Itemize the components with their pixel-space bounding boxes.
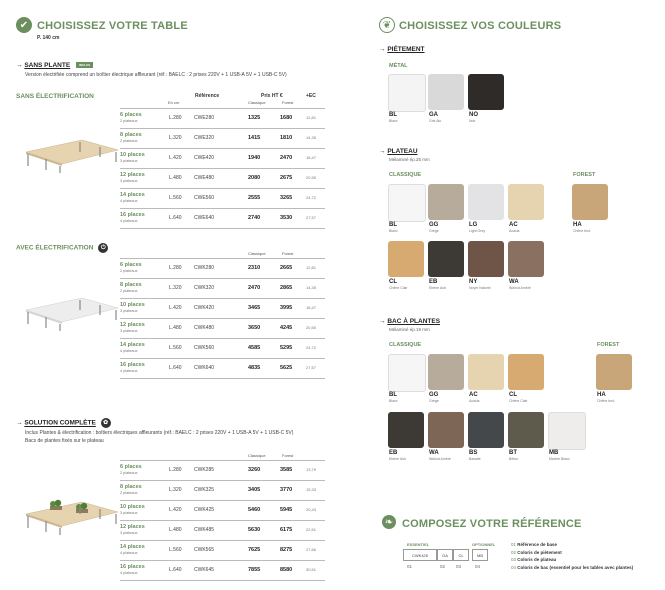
ref-box-bac: MB bbox=[472, 549, 488, 561]
sans-plante-desc: Version électrifiée comprend un boîtier électrique affleurant (réf.: BAELC : 2 prises 220V + 1 USB-A 5V + 1 USB-C 5V) bbox=[25, 72, 287, 78]
table-illustration-avec-elec bbox=[22, 296, 120, 332]
ref-num: 01 bbox=[407, 564, 413, 569]
swatch-code: CL bbox=[389, 279, 397, 285]
swatch-name: Béton bbox=[509, 457, 519, 461]
prix-header: Prix HT € bbox=[261, 93, 283, 99]
sans-plante-section bbox=[16, 62, 93, 69]
table-row: 10 places 3 plateaux L.420 CWK425 5460 5945 20,43 bbox=[120, 500, 325, 520]
avec-elec-title: AVEC ÉLECTRIFICATION ⏻ bbox=[16, 243, 108, 253]
bac-sub: Mélaminé ép.19 mm bbox=[389, 327, 430, 332]
swatch-name: Basalte bbox=[469, 457, 481, 461]
inclus-badge: INCLUS bbox=[76, 62, 93, 68]
bac-section: → BAC À PLANTES bbox=[379, 318, 441, 325]
table-row: 14 places 4 plateaux L.560 CWE560 2555 3265 24,72 bbox=[120, 188, 325, 208]
ref-num: 04 bbox=[475, 564, 481, 569]
swatch-code: EB bbox=[429, 279, 438, 285]
swatch-name: Noyer Naturel bbox=[469, 286, 491, 290]
arrow-icon: → bbox=[379, 46, 386, 53]
table-row: 12 places 3 plateaux L.480 CWK485 5630 6175 22,51 bbox=[120, 520, 325, 540]
swatch-name: Chêne Clair bbox=[509, 399, 528, 403]
plateau-forest-label: FOREST bbox=[573, 172, 596, 178]
bac-forest-label: FOREST bbox=[597, 342, 620, 348]
table-row: 10 places 3 plateaux L.420 CWE420 1940 2470 18,47 bbox=[120, 148, 325, 168]
swatch-code: BT bbox=[509, 450, 517, 456]
table-row: 14 places 4 plateaux L.560 CWK565 7625 8275 27,66 bbox=[120, 540, 325, 560]
swatch-code: BS bbox=[469, 450, 478, 456]
swatch-name: Gris Alu bbox=[429, 119, 442, 123]
swatch-code: WA bbox=[509, 279, 519, 285]
swatch-name: Chêne brut bbox=[573, 229, 591, 233]
swatch-plateau-ha[interactable] bbox=[572, 184, 608, 220]
swatch-plateau-lg[interactable] bbox=[468, 184, 504, 220]
swatch-name: Blanc bbox=[389, 119, 398, 123]
swatch-code: CL bbox=[509, 392, 517, 398]
table-row: 8 places 2 plateaux L.320 CWE320 1415 1810 14,35 bbox=[120, 128, 325, 148]
compose-title: COMPOSEZ VOTRE RÉFÉRENCE bbox=[402, 518, 582, 530]
colors-title: CHOISISSEZ VOS COULEURS bbox=[399, 20, 562, 32]
swatch-bac-ac[interactable] bbox=[468, 354, 504, 390]
swatch-bac-bs[interactable] bbox=[468, 412, 504, 448]
plateau-sub: Mélaminé ép.25 mm bbox=[389, 157, 430, 162]
ref-box-plateau: CL bbox=[453, 549, 469, 561]
legend-item: 04 Coloris de bac (essentiel pour les tables avec plantes) bbox=[511, 564, 634, 570]
plant-icon: ✿ bbox=[101, 418, 111, 428]
swatch-bac-eb[interactable] bbox=[388, 412, 424, 448]
table-row: 16 places 4 plateaux L.640 CWK645 7855 8580 30,51 bbox=[120, 560, 325, 581]
swatch-code: HA bbox=[597, 392, 606, 398]
table-row: 12 places 3 plateaux L.480 CWK480 3650 4245 20,55 bbox=[120, 318, 325, 338]
swatch-name: Grège bbox=[429, 399, 439, 403]
swatch-code: WA bbox=[429, 450, 439, 456]
arrow-icon: → bbox=[16, 419, 23, 427]
swatch-bac-cl[interactable] bbox=[508, 354, 544, 390]
swatch-name: Noir bbox=[469, 119, 476, 123]
swatch-name: Blanc bbox=[389, 229, 398, 233]
plateau-classique-label: CLASSIQUE bbox=[389, 172, 422, 178]
page-title: CHOISISSEZ VOTRE TABLE bbox=[37, 20, 188, 32]
swatch-name: Marbre Blanc bbox=[549, 457, 570, 461]
swatch-bac-ha[interactable] bbox=[596, 354, 632, 390]
legend-item: 03 Coloris de plateau bbox=[511, 557, 557, 562]
swatch-pietement-bl[interactable] bbox=[388, 74, 426, 112]
ref-box-pietement: GA bbox=[437, 549, 453, 561]
swatch-plateau-eb[interactable] bbox=[428, 241, 464, 277]
swatch-name: Ebène Ash bbox=[389, 457, 406, 461]
classique-header-3: Classique bbox=[248, 453, 266, 458]
sans-elec-title: SANS ÉLECTRIFICATION bbox=[16, 93, 94, 100]
swatch-code: BL bbox=[389, 112, 397, 118]
swatch-code: GA bbox=[429, 112, 438, 118]
swatch-bac-bl[interactable] bbox=[388, 354, 426, 392]
swatch-code: BL bbox=[389, 392, 397, 398]
swatch-bac-wa[interactable] bbox=[428, 412, 464, 448]
swatch-name: Walnut Ambré bbox=[509, 286, 531, 290]
table-row: 6 places 2 plateaux L.280 CWK280 2310 2665 12,81 bbox=[120, 258, 325, 278]
swatch-code: AC bbox=[469, 392, 478, 398]
sans-plante-title: SANS PLANTE bbox=[24, 62, 71, 69]
swatch-name: Blanc bbox=[389, 399, 398, 403]
table-avec-elec bbox=[120, 258, 325, 379]
swatch-bac-gg[interactable] bbox=[428, 354, 464, 390]
swatch-code: LG bbox=[469, 222, 478, 228]
table-row: 10 places 3 plateaux L.420 CWK420 3465 3995 18,47 bbox=[120, 298, 325, 318]
table-row: 6 places 2 plateaux L.280 CWK285 3260 3585 13,79 bbox=[120, 460, 325, 480]
solution-desc-2: Bacs de plantes fixés sur le plateau bbox=[25, 438, 104, 444]
forest-header: Forest bbox=[282, 100, 294, 105]
table-row: 16 places 4 plateaux L.640 CWE640 2740 3530 27,57 bbox=[120, 208, 325, 229]
table-row: 14 places 4 plateaux L.560 CWK560 4585 5295 24,72 bbox=[120, 338, 325, 358]
swatch-name: Light Grey bbox=[469, 229, 486, 233]
swatch-code: GG bbox=[429, 392, 439, 398]
arrow-icon: → bbox=[379, 318, 386, 325]
swatch-pietement-no[interactable] bbox=[468, 74, 504, 110]
ref-box-base: CWK425 bbox=[403, 549, 437, 561]
table-row: 8 places 2 plateaux L.320 CWK325 3405 3770 15,33 bbox=[120, 480, 325, 500]
swatch-name: Grège bbox=[429, 229, 439, 233]
forest-header-2: Forest bbox=[282, 251, 294, 256]
swatch-plateau-cl[interactable] bbox=[388, 241, 424, 277]
swatch-code: BL bbox=[389, 222, 397, 228]
ref-num: 03 bbox=[456, 564, 462, 569]
reference-header: Référence bbox=[195, 93, 220, 99]
swatch-name: Ebène Ash bbox=[429, 286, 446, 290]
swatch-name: Chêne brut bbox=[597, 399, 615, 403]
arrow-icon: → bbox=[16, 62, 23, 69]
solution-desc-1: Inclus Plantes & électrification : boîtiers électriques affleurants (réf.: BAELC : 2 prises 220V + 1 USB-A 5V + 1 USB-C 5V) bbox=[25, 430, 294, 436]
ec-header: +EC bbox=[306, 93, 316, 99]
en-cm-label: En cm bbox=[168, 100, 180, 105]
swatch-plateau-ny[interactable] bbox=[468, 241, 504, 277]
arrow-icon: → bbox=[379, 148, 386, 155]
ref-legend bbox=[511, 541, 633, 571]
swatch-code: GG bbox=[429, 222, 439, 228]
table-row: 12 places 3 plateaux L.480 CWE480 2080 2675 20,55 bbox=[120, 168, 325, 188]
swatch-code: NO bbox=[469, 112, 478, 118]
swatch-name: Walnut Ambré bbox=[429, 457, 451, 461]
table-row: 6 places 2 plateaux L.280 CWE280 1325 1680 12,81 bbox=[120, 108, 325, 128]
swatch-bac-bt[interactable] bbox=[508, 412, 544, 448]
table-illustration-solution bbox=[22, 496, 120, 536]
depth-label: P. 140 cm bbox=[37, 35, 60, 41]
table-row: 8 places 2 plateaux L.320 CWK320 2470 2865 14,35 bbox=[120, 278, 325, 298]
forest-header-3: Forest bbox=[282, 453, 294, 458]
swatch-name: Acacia bbox=[509, 229, 520, 233]
leaf-icon: ❧ bbox=[382, 515, 396, 529]
swatch-code: EB bbox=[389, 450, 398, 456]
swatch-name: Chêne Clair bbox=[389, 286, 408, 290]
swatch-plateau-wa[interactable] bbox=[508, 241, 544, 277]
legend-item: 02 Coloris de piètement bbox=[511, 549, 562, 555]
table-row: 16 places 4 plateaux L.640 CWK640 4835 5625 27,57 bbox=[120, 358, 325, 379]
pietement-section: → PIÉTEMENT bbox=[379, 46, 425, 53]
solution-title: SOLUTION COMPLÈTE bbox=[24, 419, 96, 427]
swatch-code: HA bbox=[573, 222, 582, 228]
classique-header-2: Classique bbox=[248, 251, 266, 256]
swatch-code: MB bbox=[549, 450, 559, 456]
metal-label: MÉTAL bbox=[389, 63, 408, 69]
swatch-code: NY bbox=[469, 279, 478, 285]
legend-item: 01 Référence de base bbox=[511, 542, 558, 547]
table-illustration-sans-elec bbox=[22, 138, 120, 174]
optionnel-label: OPTIONNEL bbox=[472, 542, 496, 547]
plug-icon: ⏻ bbox=[98, 243, 108, 253]
swatch-plateau-bl[interactable] bbox=[388, 184, 426, 222]
solution-section bbox=[16, 418, 111, 428]
check-icon: ✔ bbox=[16, 17, 32, 33]
plateau-section: → PLATEAU bbox=[379, 148, 418, 155]
swatch-name: Acacia bbox=[469, 399, 480, 403]
essentiel-label: ESSENTIEL bbox=[407, 542, 430, 547]
table-sans-elec bbox=[120, 108, 325, 229]
bac-classique-label: CLASSIQUE bbox=[389, 342, 422, 348]
palette-icon: ❦ bbox=[379, 17, 395, 33]
ref-num: 02 bbox=[440, 564, 446, 569]
swatch-pietement-ga[interactable] bbox=[428, 74, 464, 110]
swatch-plateau-gg[interactable] bbox=[428, 184, 464, 220]
swatch-bac-mb[interactable] bbox=[548, 412, 586, 450]
classique-header: Classique bbox=[248, 100, 266, 105]
table-solution bbox=[120, 460, 325, 581]
swatch-code: AC bbox=[509, 222, 518, 228]
swatch-plateau-ac[interactable] bbox=[508, 184, 544, 220]
